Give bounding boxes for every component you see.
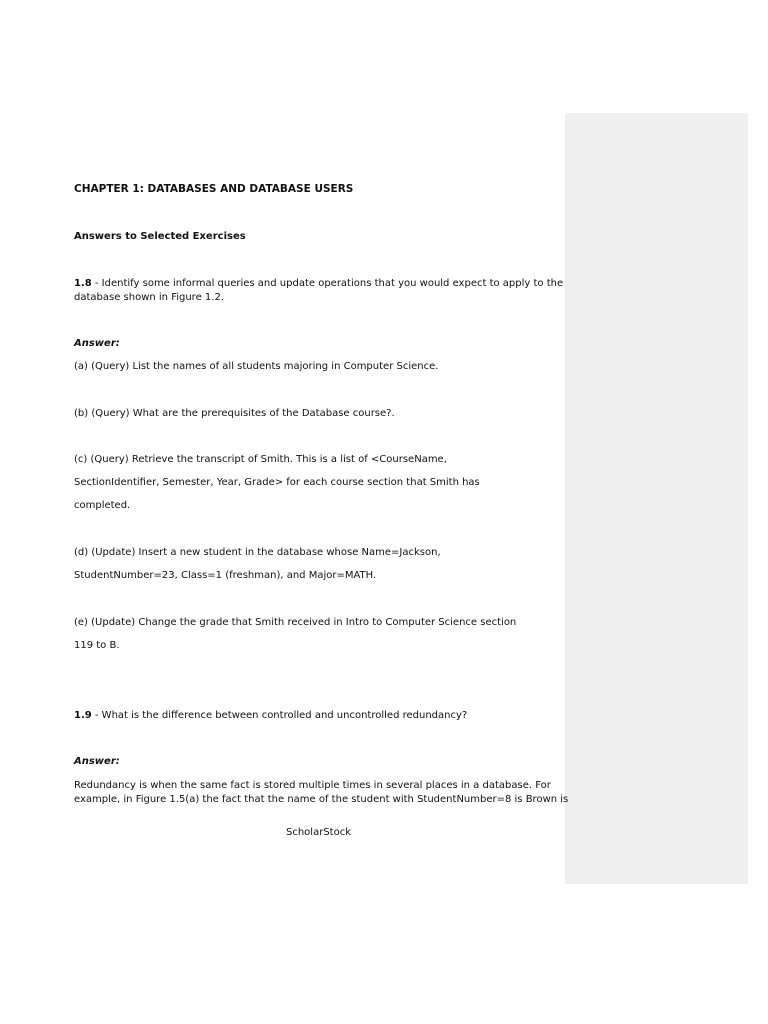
- answer-text: Redundancy is when the same fact is stored multiple times in several places in a database. For: [74, 780, 551, 791]
- exercise-1-9-question: [74, 709, 467, 723]
- question-text: - What is the difference between controlled and uncontrolled redundancy?: [91, 710, 468, 721]
- answer-item-a: (a) (Query) List the names of all students majoring in Computer Science.: [74, 361, 439, 372]
- answer-item-c-cont2: completed.: [74, 500, 131, 511]
- answer-item-e-cont: 119 to B.: [74, 640, 120, 651]
- exercise-1-8-question-cont: database shown in Figure 1.2.: [74, 292, 224, 303]
- exercise-1-8-question: [74, 277, 563, 291]
- answer-label: Answer:: [74, 756, 120, 767]
- answer-item-c-cont: SectionIdentifier, Semester, Year, Grade> for each course section that Smith has: [74, 477, 480, 488]
- answer-item-e: (e) (Update) Change the grade that Smith received in Intro to Computer Science section: [74, 617, 517, 628]
- chapter-title: CHAPTER 1: DATABASES AND DATABASE USERS: [74, 183, 354, 195]
- exercise-number: 1.9: [74, 710, 92, 721]
- answer-item-d: (d) (Update) Insert a new student in the database whose Name=Jackson,: [74, 547, 441, 558]
- section-title: Answers to Selected Exercises: [74, 231, 246, 242]
- answer-text-cont: example, in Figure 1.5(a) the fact that the name of the student with StudentNumber=8 is Brown is: [74, 794, 569, 805]
- answer-item-b: (b) (Query) What are the prerequisites of the Database course?.: [74, 408, 395, 419]
- page-footer: ScholarStock: [286, 827, 351, 838]
- comment-margin-pane: [565, 113, 748, 884]
- answer-item-d-cont: StudentNumber=23, Class=1 (freshman), and Major=MATH.: [74, 570, 377, 581]
- answer-item-c: (c) (Query) Retrieve the transcript of Smith. This is a list of <CourseName,: [74, 454, 447, 465]
- question-text: - Identify some informal queries and update operations that you would expect to apply to the: [91, 278, 564, 289]
- answer-label: Answer:: [74, 338, 120, 349]
- exercise-number: 1.8: [74, 278, 92, 289]
